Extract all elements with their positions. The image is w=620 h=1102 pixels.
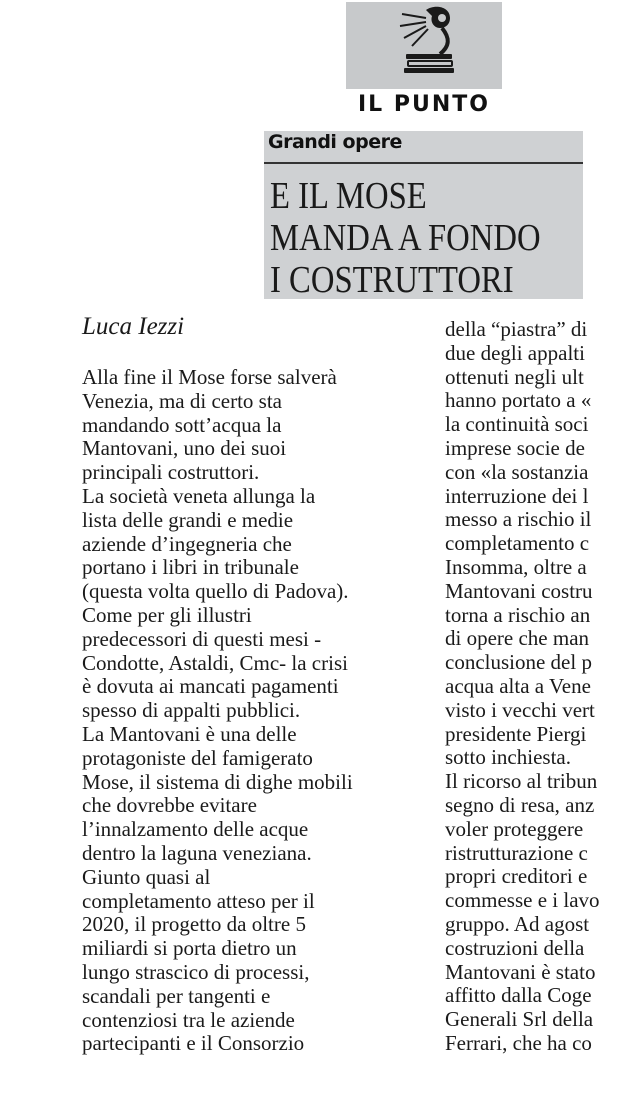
text-line: Mose, il sistema di dighe mobili [82, 769, 353, 794]
text-line: due degli appalti [445, 340, 585, 365]
text-line: torna a rischio an [445, 602, 591, 627]
text-line: messo a rischio il [445, 507, 592, 532]
text-line: presidente Piergi [445, 721, 587, 746]
text-line: voler proteggere [445, 816, 584, 841]
text-line: interruzione dei l [445, 483, 589, 508]
text-line: dentro la laguna veneziana. [82, 840, 312, 865]
text-line: affitto dalla Coge [445, 983, 592, 1008]
text-line: (questa volta quello di Padova). [82, 579, 349, 604]
text-line: imprese socie de [445, 435, 585, 460]
text-line: gruppo. Ad agost [445, 911, 590, 936]
headline-line: MANDA A FONDO [270, 217, 541, 259]
text-line: spesso di appalti pubblici. [82, 698, 301, 723]
text-line: propri creditori e [445, 864, 588, 889]
text-line: scandali per tangenti e [82, 983, 271, 1008]
text-line: 2020, il progetto da oltre 5 [82, 912, 306, 937]
text-line: l’innalzamento delle acque [82, 817, 309, 842]
lamp-with-books-icon [346, 2, 502, 89]
byline: Luca Iezzi [82, 313, 185, 340]
text-line: che dovrebbe evitare [82, 793, 257, 818]
headline-line: E IL MOSE [270, 175, 427, 217]
text-line: Generali Srl della [445, 1007, 594, 1032]
text-line: è dovuta ai mancati pagamenti [82, 674, 339, 699]
article-column-1 [82, 366, 422, 1056]
text-line: aziende d’ingegneria che [82, 531, 292, 556]
headline [270, 175, 541, 301]
kicker: Grandi opere [268, 131, 402, 153]
text-line: di opere che man [445, 626, 590, 651]
text-line: Insomma, oltre a [445, 554, 587, 579]
text-line: Mantovani costru [445, 578, 593, 603]
text-line: Condotte, Astaldi, Cmc- la crisi [82, 650, 348, 675]
text-line: hanno portato a « [445, 388, 592, 413]
text-line: La Mantovani è una delle [82, 721, 297, 746]
text-line: Alla fine il Mose forse salverà [82, 365, 337, 389]
section-title: IL PUNTO [358, 92, 490, 117]
text-line: completamento atteso per il [82, 888, 315, 913]
text-line: mandando sott’acqua la [82, 412, 282, 437]
text-line: Ferrari, che ha co [445, 1030, 592, 1055]
text-line: acqua alta a Vene [445, 673, 591, 698]
text-line: partecipanti e il Consorzio [82, 1031, 305, 1056]
text-line: contenziosi tra le aziende [82, 1007, 295, 1032]
text-line: visto i vecchi vert [445, 697, 595, 722]
text-line: sotto inchiesta. [445, 745, 571, 770]
text-line: lista delle grandi e medie [82, 507, 294, 532]
text-line: commesse e i lavo [445, 888, 600, 913]
text-line: conclusione del p [445, 650, 592, 675]
text-line: con «la sostanzia [445, 459, 589, 484]
headline-box [264, 131, 583, 299]
text-line: ristrutturazione c [445, 840, 588, 865]
text-line: portano i libri in tribunale [82, 555, 299, 580]
headline-line: I COSTRUTTORI [270, 259, 514, 301]
text-line: costruzioni della [445, 935, 585, 960]
text-line: Mantovani, uno dei suoi [82, 436, 287, 461]
text-line: predecessori di questi mesi - [82, 626, 322, 651]
text-line: Venezia, ma di certo sta [82, 388, 282, 413]
text-line: protagoniste del famigerato [82, 745, 313, 770]
text-line: Giunto quasi al [82, 864, 211, 889]
text-line: completamento c [445, 531, 590, 556]
text-line: Come per gli illustri [82, 602, 252, 627]
text-line: segno di resa, anz [445, 792, 595, 817]
article-column-2 [445, 318, 620, 1056]
text-line: principali costruttori. [82, 460, 260, 485]
text-line: Il ricorso al tribun [445, 769, 598, 794]
text-line: miliardi si porta dietro un [82, 936, 297, 961]
text-line: Mantovani è stato [445, 959, 596, 984]
text-line: della “piastra” di [445, 317, 588, 341]
kicker-divider [264, 162, 583, 164]
text-line: ottenuti negli ult [445, 364, 584, 389]
section-logo [346, 2, 502, 89]
text-line: La società veneta allunga la [82, 483, 316, 508]
text-line: lungo strascico di processi, [82, 959, 310, 984]
text-line: la continuità soci [445, 412, 589, 437]
